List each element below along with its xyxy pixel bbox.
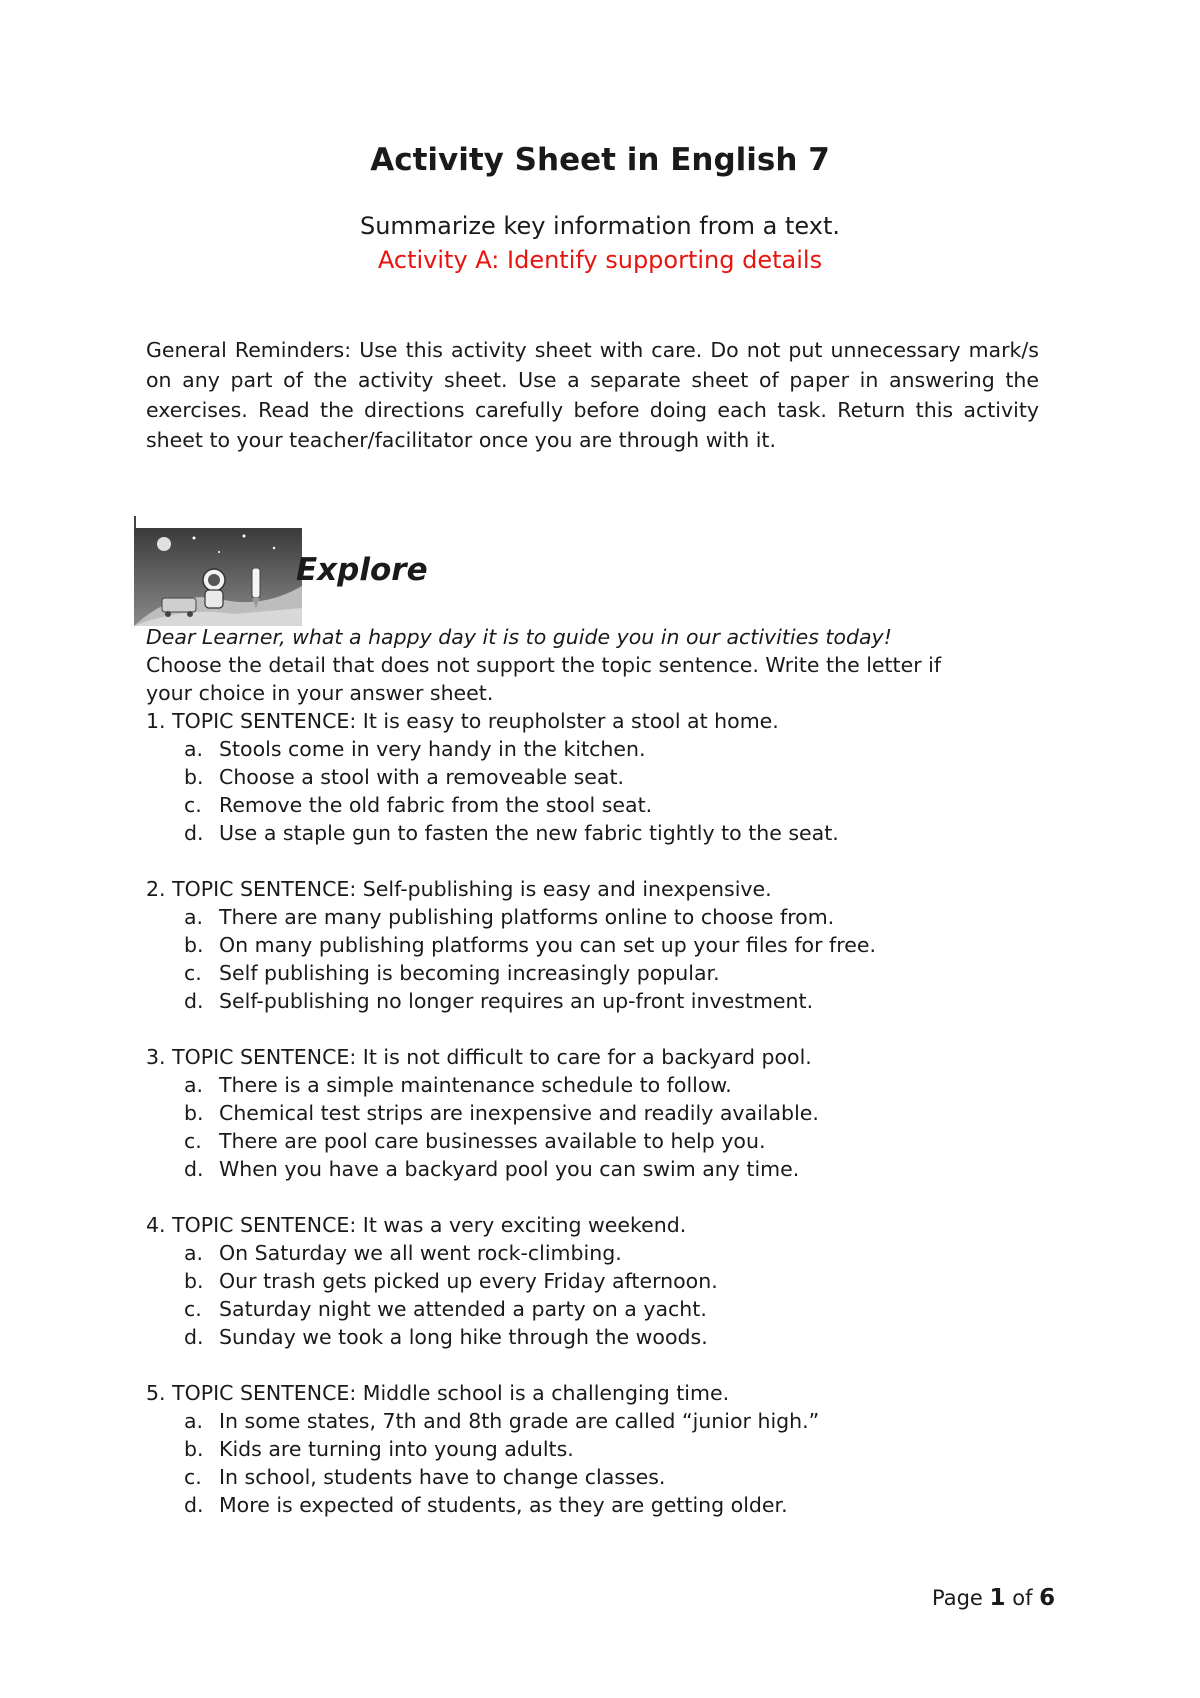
choice-letter: a. (184, 1409, 204, 1433)
choice-list (146, 1071, 1066, 1183)
choice-letter: b. (184, 933, 204, 957)
choice-text: On Saturday we all went rock-climbing. (219, 1241, 622, 1265)
choice-letter: d. (184, 1493, 204, 1517)
astronaut-illustration-icon (134, 528, 302, 626)
choice-letter: a. (184, 737, 204, 761)
choice-letter: b. (184, 765, 204, 789)
question-block (146, 1379, 1066, 1519)
question-block (146, 1211, 1066, 1351)
choice-text: Our trash gets picked up every Friday afternoon. (219, 1269, 718, 1293)
choice-letter: d. (184, 821, 204, 845)
choice-item (146, 1491, 1066, 1519)
choice-item (146, 1071, 1066, 1099)
choice-text: Self publishing is becoming increasingly popular. (219, 961, 720, 985)
topic-sentence: 3. TOPIC SENTENCE: It is not difficult to care for a backyard pool. (146, 1045, 812, 1069)
choice-letter: d. (184, 1325, 204, 1349)
directions-line-2: your choice in your answer sheet. (146, 681, 494, 705)
topic-sentence: 2. TOPIC SENTENCE: Self-publishing is easy and inexpensive. (146, 877, 772, 901)
choice-item (146, 1295, 1066, 1323)
question-block (146, 1043, 1066, 1183)
explore-heading: Explore (296, 552, 428, 588)
current-page: 1 (989, 1585, 1006, 1611)
choice-text: Kids are turning into young adults. (219, 1437, 574, 1461)
choice-text: There are pool care businesses available to help you. (219, 1129, 766, 1153)
choice-item (146, 763, 1066, 791)
choice-list (146, 735, 1066, 847)
choice-text: Choose a stool with a removeable seat. (219, 765, 625, 789)
choice-letter: a. (184, 905, 204, 929)
question-block (146, 707, 1066, 847)
choice-item (146, 819, 1066, 847)
choice-text: Stools come in very handy in the kitchen. (219, 737, 646, 761)
question-list (146, 707, 1066, 1519)
choice-text: When you have a backyard pool you can swim any time. (219, 1157, 800, 1181)
general-reminders: General Reminders: Use this activity sheet with care. Do not put unnecessary mark/s on any part of the activity sheet. Use a separate sheet of paper in answering the exercises. Read the directions carefully before doing each task. Return this activity sheet to your teacher/facilitator once you are through with it. (146, 338, 1039, 452)
choice-letter: a. (184, 1073, 204, 1097)
choice-item (146, 791, 1066, 819)
choice-letter: c. (184, 1465, 202, 1489)
choice-list (146, 1407, 1066, 1519)
topic-sentence: 4. TOPIC SENTENCE: It was a very exciting weekend. (146, 1213, 687, 1237)
directions-line-1: Choose the detail that does not support the topic sentence. Write the letter if (146, 653, 942, 677)
exercise-content (146, 623, 1066, 1547)
of-word: of (1012, 1586, 1033, 1610)
choice-item (146, 903, 1066, 931)
activity-heading: Activity A: Identify supporting details (377, 246, 823, 274)
choice-letter: a. (184, 1241, 204, 1265)
choice-letter: b. (184, 1269, 204, 1293)
choice-text: Chemical test strips are inexpensive and readily available. (219, 1101, 819, 1125)
choice-text: There are many publishing platforms online to choose from. (219, 905, 835, 929)
choice-text: Self-publishing no longer requires an up-front investment. (219, 989, 814, 1013)
choice-text: Use a staple gun to fasten the new fabric tightly to the seat. (219, 821, 839, 845)
choice-item (146, 735, 1066, 763)
choice-text: More is expected of students, as they are getting older. (219, 1493, 788, 1517)
choice-letter: c. (184, 793, 202, 817)
page-number (932, 1585, 1055, 1611)
choice-item (146, 1099, 1066, 1127)
choice-letter: b. (184, 1437, 204, 1461)
explore-intro: Dear Learner, what a happy day it is to guide you in our activities today! (146, 625, 892, 649)
choice-letter: b. (184, 1101, 204, 1125)
choice-text: In some states, 7th and 8th grade are called “junior high.” (219, 1409, 820, 1433)
choice-item (146, 959, 1066, 987)
choice-list (146, 903, 1066, 1015)
choice-list (146, 1239, 1066, 1351)
choice-item (146, 1239, 1066, 1267)
choice-item (146, 1155, 1066, 1183)
choice-text: Saturday night we attended a party on a yacht. (219, 1297, 707, 1321)
choice-item (146, 1127, 1066, 1155)
choice-item (146, 931, 1066, 959)
choice-item (146, 1267, 1066, 1295)
choice-item (146, 1323, 1066, 1351)
topic-sentence: 1. TOPIC SENTENCE: It is easy to reupholster a stool at home. (146, 709, 779, 733)
total-pages: 6 (1039, 1585, 1056, 1611)
topic-sentence: 5. TOPIC SENTENCE: Middle school is a challenging time. (146, 1381, 730, 1405)
choice-item (146, 1435, 1066, 1463)
page-subtitle: Summarize key information from a text. (359, 212, 841, 240)
choice-letter: c. (184, 1297, 202, 1321)
choice-text: There is a simple maintenance schedule to follow. (219, 1073, 732, 1097)
page-title: Activity Sheet in English 7 (370, 142, 830, 178)
choice-text: In school, students have to change classes. (219, 1465, 666, 1489)
choice-letter: d. (184, 1157, 204, 1181)
choice-text: Remove the old fabric from the stool seat. (219, 793, 653, 817)
page-word: Page (932, 1586, 983, 1610)
choice-item (146, 1463, 1066, 1491)
choice-letter: c. (184, 961, 202, 985)
choice-letter: d. (184, 989, 204, 1013)
choice-letter: c. (184, 1129, 202, 1153)
question-block (146, 875, 1066, 1015)
choice-item (146, 1407, 1066, 1435)
choice-text: Sunday we took a long hike through the woods. (219, 1325, 708, 1349)
choice-item (146, 987, 1066, 1015)
choice-text: On many publishing platforms you can set up your files for free. (219, 933, 876, 957)
